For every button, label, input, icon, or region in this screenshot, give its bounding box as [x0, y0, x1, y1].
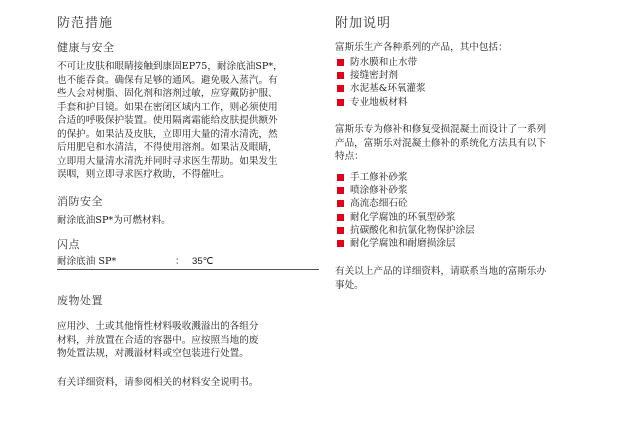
list-item: 高流态细石砼	[335, 197, 475, 210]
red-square-bullet-icon	[337, 187, 344, 194]
health-line: 合适的呼吸保护装置。使用隔离霜能给皮肤提供额外	[57, 115, 278, 126]
health-line: 误咽，则立即寻求医疗救助，不得催吐。	[57, 169, 230, 180]
list-item: 水泥基&环氧灌浆	[335, 82, 426, 95]
repair-line: 特点：	[335, 151, 364, 162]
red-square-bullet-icon	[337, 200, 344, 207]
red-square-bullet-icon	[337, 85, 344, 92]
red-square-bullet-icon	[337, 59, 344, 66]
contact-line: 有关以上产品的详细资料，请联系当地的富斯乐办	[335, 266, 547, 277]
list-item: 耐化学腐蚀和耐磨损涂层	[335, 237, 475, 250]
additional-notes-title: 附加说明	[335, 16, 392, 31]
product-list	[335, 56, 426, 109]
more-info-line: 有关详细资料，请参阅相关的材料安全说明书。	[57, 377, 259, 388]
products-intro-line: 富斯乐生产各种系列的产品，其中包括：	[335, 42, 508, 53]
red-square-bullet-icon	[337, 99, 344, 106]
contact-text	[335, 265, 546, 292]
health-line: 也不能吞食。确保有足够的通风。避免吸入蒸汽。有	[57, 74, 278, 86]
health-line: 的保护。如果沾及皮肤，立即用大量的清水清洗，然	[57, 128, 278, 140]
disposal-line: 材料，并放置在合适的容器中。应按照当地的废	[57, 334, 259, 346]
flash-point-heading: 闪点	[57, 238, 80, 251]
repair-line: 产品，富斯乐对混凝土修补的系统化方法具有以下	[335, 137, 547, 149]
health-line: 立即用大量清水清洗并同时寻求医生帮助。如果发生	[57, 155, 278, 167]
red-square-bullet-icon	[337, 214, 344, 221]
fire-safety-text	[57, 214, 171, 228]
disposal-line: 应用沙、土或其他惰性材料吸收溅溢出的各组分	[57, 321, 259, 332]
health-line: 些人会对树脂、固化剂和溶剂过敏，应穿戴防护服、	[57, 88, 278, 99]
fire-safety-heading: 消防安全	[57, 195, 103, 208]
contact-line: 事处。	[335, 279, 364, 291]
repair-intro	[335, 123, 546, 164]
list-item: 抗碳酸化和抗氯化物保护涂层	[335, 224, 475, 237]
health-safety-text	[57, 60, 283, 182]
fire-line: 耐涂底油SP*为可燃材料。	[57, 215, 171, 226]
flash-point-separator: ：	[175, 256, 185, 267]
red-square-bullet-icon	[337, 72, 344, 79]
more-info-text	[57, 376, 258, 390]
red-square-bullet-icon	[337, 174, 344, 181]
disposal-heading: 废物处置	[57, 294, 103, 307]
precautions-title: 防范措施	[57, 16, 114, 31]
flash-point-row	[57, 255, 319, 270]
health-line: 后用肥皂和水清洁，不得使用溶剂。如果沾及眼睛，	[57, 142, 278, 153]
list-item: 手工修补砂浆	[335, 171, 475, 184]
health-line: 手套和护目镜。如果在密闭区域内工作，则必须使用	[57, 101, 278, 113]
list-item: 防水膜和止水带	[335, 56, 426, 69]
list-item: 耐化学腐蚀的环氧型砂浆	[335, 211, 475, 224]
repair-line: 富斯乐专为修补和修复受损混凝土而设计了一系列	[335, 124, 547, 135]
red-square-bullet-icon	[337, 240, 344, 247]
health-line: 不可让皮肤和眼睛接触到康固EP75，耐涂底油SP*，	[57, 61, 283, 72]
flash-point-value: 35℃	[192, 256, 214, 267]
disposal-line: 物处置法规，对溅溢材料或空包装进行处置。	[57, 348, 249, 359]
red-square-bullet-icon	[337, 227, 344, 234]
disposal-text	[57, 320, 258, 361]
health-safety-heading: 健康与安全	[57, 41, 115, 54]
list-item: 专业地板材料	[335, 96, 426, 109]
list-item: 接缝密封剂	[335, 69, 426, 82]
products-intro	[335, 41, 508, 55]
list-item: 喷涂修补砂浆	[335, 184, 475, 197]
flash-point-product: 耐涂底油 SP*	[57, 256, 117, 267]
feature-list	[335, 171, 475, 250]
